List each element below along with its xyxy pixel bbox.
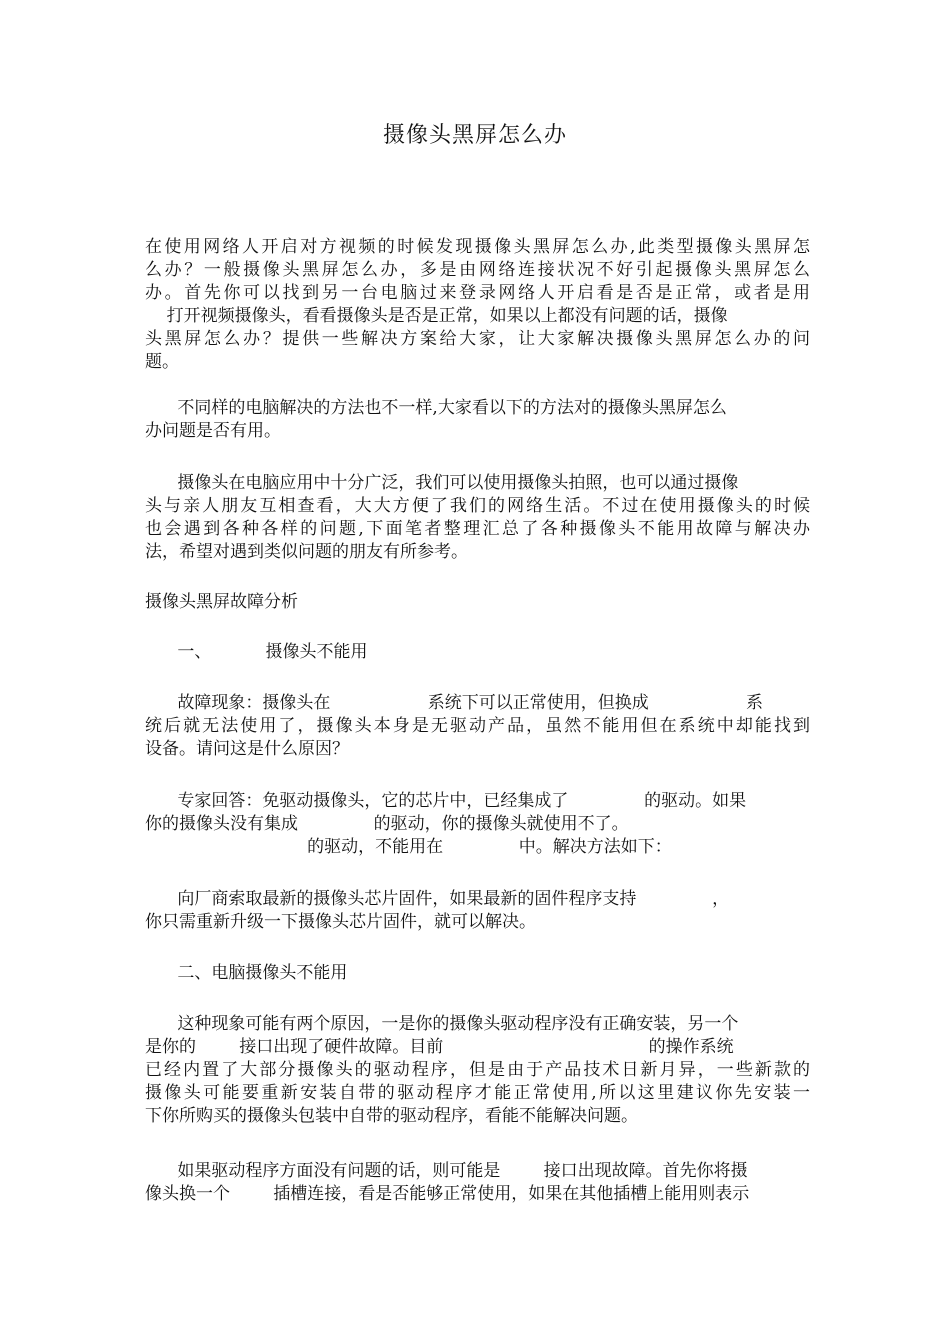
paragraph-line: 专家回答：免驱动摄像头，它的芯片中，已经集成了 的驱动。如果 <box>145 791 747 811</box>
paragraph-line: 题。 <box>145 352 179 372</box>
paragraph-line: 你的摄像头没有集成 的驱动，你的摄像头就使用不了。 <box>145 814 629 834</box>
paragraph-line: 已经内置了大部分摄像头的驱动程序，但是由于产品技术日新月异，一些新款的 <box>145 1060 810 1080</box>
paragraph-line: 头与亲人朋友互相查看，大大方便了我们的网络生活。不过在使用摄像头的时候 <box>145 496 810 516</box>
paragraph-line: 这种现象可能有两个原因，一是你的摄像头驱动程序没有正确安装，另一个 <box>145 1014 739 1034</box>
paragraph-line: 设备。请问这是什么原因？ <box>145 739 349 759</box>
section-heading: 摄像头黑屏故障分析 <box>145 592 298 612</box>
paragraph-line: 统后就无法使用了，摄像头本身是无驱动产品，虽然不能用但在系统中却能找到 <box>145 716 810 736</box>
paragraph-line: 办问题是否有用。 <box>145 421 281 441</box>
paragraph-line: 下你所购买的摄像头包装中自带的驱动程序，看能不能解决问题。 <box>145 1106 638 1126</box>
paragraph-line: 向厂商索取最新的摄像头芯片固件，如果最新的固件程序支持 ， <box>145 889 730 909</box>
paragraph-line: 摄像头在电脑应用中十分广泛，我们可以使用摄像头拍照，也可以通过摄像 <box>145 473 739 493</box>
paragraph-line: 像头换一个 插槽连接，看是否能够正常使用，如果在其他插槽上能用则表示 <box>145 1184 750 1204</box>
paragraph-line: 在使用网络人开启对方视频的时候发现摄像头黑屏怎么办,此类型摄像头黑屏怎 <box>145 237 810 257</box>
paragraph-line: 是你的 接口出现了硬件故障。目前 的操作系统 <box>145 1037 734 1057</box>
paragraph-line: 头黑屏怎么办？提供一些解决方案给大家，让大家解决摄像头黑屏怎么办的问 <box>145 329 810 349</box>
paragraph-line: 的驱动，不能用在 中。解决方法如下： <box>145 837 672 857</box>
document-title: 摄像头黑屏怎么办 <box>382 123 567 148</box>
paragraph-line: 摄像头可能要重新安装自带的驱动程序才能正常使用,所以这里建议你先安装一 <box>145 1083 810 1103</box>
paragraph-line: 故障现象：摄像头在 系统下可以正常使用，但换成 系 <box>145 693 763 713</box>
paragraph-line: 办。首先你可以找到另一台电脑过来登录网络人开启看是否是正常，或者是用 <box>145 283 810 303</box>
section-heading: 一、 摄像头不能用 <box>145 642 368 662</box>
paragraph-line: 如果驱动程序方面没有问题的话，则可能是 接口出现故障。首先你将摄 <box>145 1161 748 1181</box>
paragraph-line: 么办？一般摄像头黑屏怎么办，多是由网络连接状况不好引起摄像头黑屏怎么 <box>145 260 810 280</box>
section-heading: 二、电脑摄像头不能用 <box>145 963 348 983</box>
paragraph-line: 打开视频摄像头，看看摄像头是否是正常，如果以上都没有问题的话，摄像 <box>145 306 728 326</box>
paragraph-line: 你只需重新升级一下摄像头芯片固件，就可以解决。 <box>145 912 536 932</box>
paragraph-line: 不同样的电脑解决的方法也不一样,大家看以下的方法对的摄像头黑屏怎么 <box>145 398 727 418</box>
paragraph-line: 也会遇到各种各样的问题,下面笔者整理汇总了各种摄像头不能用故障与解决办 <box>145 519 810 539</box>
paragraph-line: 法，希望对遇到类似问题的朋友有所参考。 <box>145 542 468 562</box>
